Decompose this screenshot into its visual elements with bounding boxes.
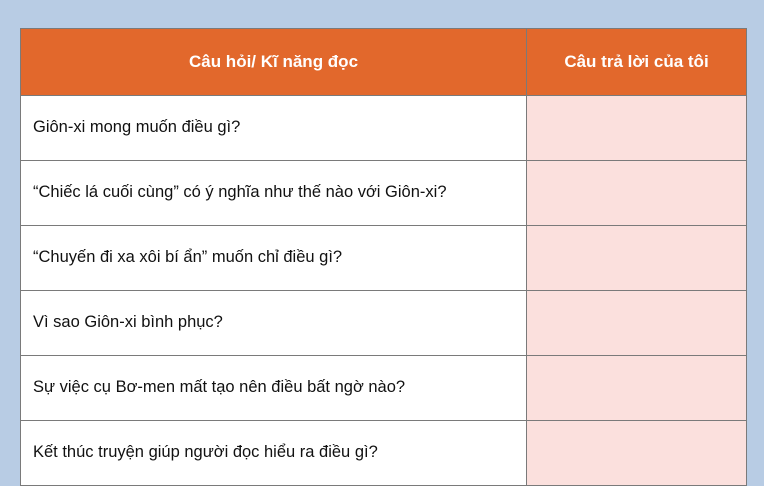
column-header-answer: Câu trả lời của tôi [527,29,747,96]
answer-cell[interactable] [527,226,747,291]
answer-cell[interactable] [527,421,747,486]
table-row [21,291,747,356]
reading-questions-table [20,28,747,486]
question-cell: Vì sao Giôn-xi bình phục? [21,291,527,356]
table-row [21,421,747,486]
answer-cell[interactable] [527,96,747,161]
table-row [21,96,747,161]
reading-questions-table-wrapper [20,28,744,486]
answer-cell[interactable] [527,161,747,226]
table-header-row [21,29,747,96]
answer-cell[interactable] [527,356,747,421]
table-row [21,161,747,226]
question-cell: Giôn-xi mong muốn điều gì? [21,96,527,161]
column-header-question: Câu hỏi/ Kĩ năng đọc [21,29,527,96]
answer-cell[interactable] [527,291,747,356]
table-header [21,29,747,96]
question-cell: Kết thúc truyện giúp người đọc hiểu ra điều gì? [21,421,527,486]
table-row [21,356,747,421]
question-cell: Sự việc cụ Bơ-men mất tạo nên điều bất ngờ nào? [21,356,527,421]
table-row [21,226,747,291]
question-cell: “Chiếc lá cuối cùng” có ý nghĩa như thế nào với Giôn-xi? [21,161,527,226]
question-cell: “Chuyến đi xa xôi bí ẩn” muốn chỉ điều gì? [21,226,527,291]
table-body [21,96,747,486]
